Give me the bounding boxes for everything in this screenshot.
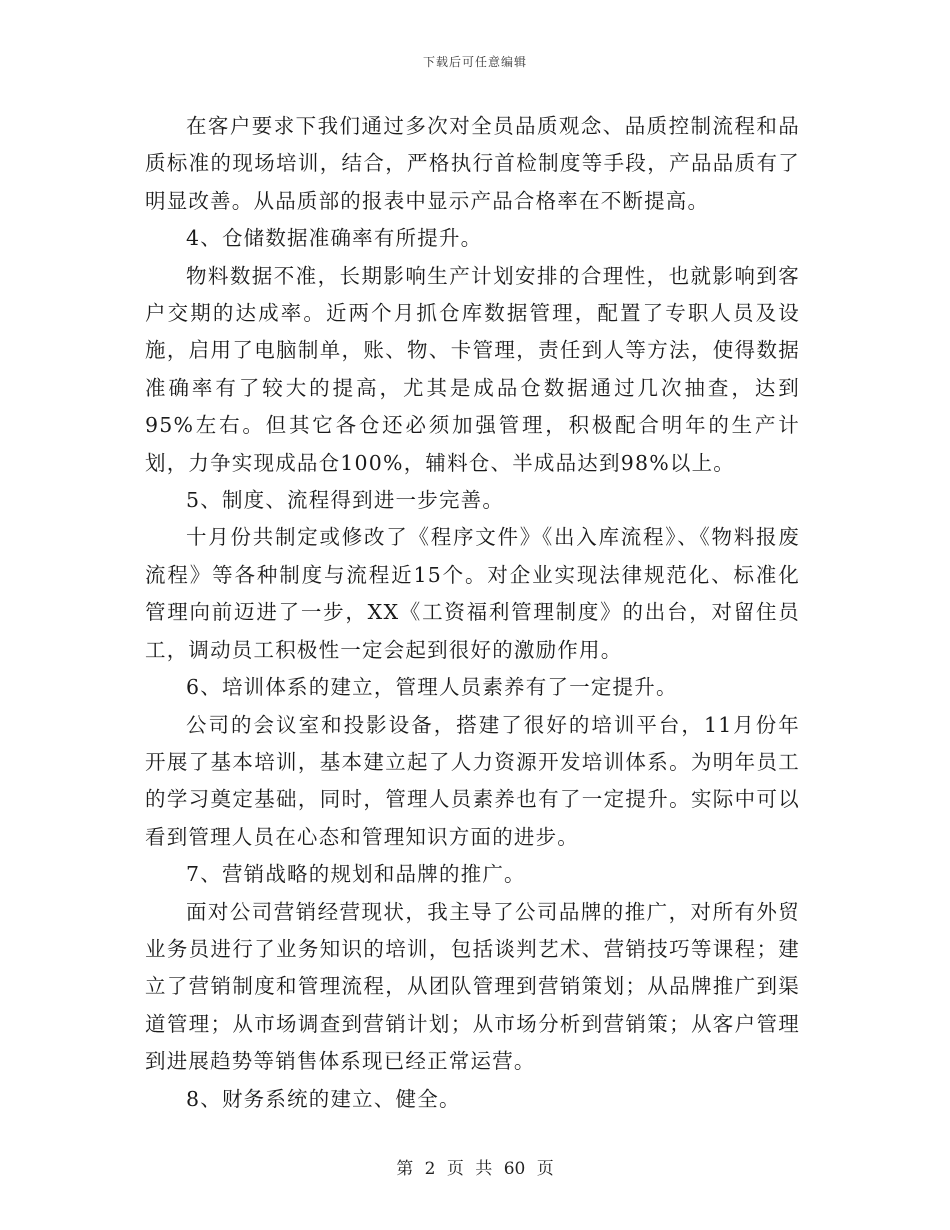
paragraph-training: 公司的会议室和投影设备，搭建了很好的培训平台，11月份年开展了基本培训，基本建立起了人力资源开发培训体系。为明年员工的学习奠定基础，同时，管理人员素养也有了一定提升。实际中可以看到管理人员在心态和管理知识方面的进步。: [145, 712, 800, 849]
paragraph-quality: 在客户要求下我们通过多次对全员品质观念、品质控制流程和品质标准的现场培训，结合，严格执行首检制度等手段，产品品质有了明显改善。从品质部的报表中显示产品合格率在不断提高。: [145, 114, 800, 213]
section-heading-5: 5、制度、流程得到进一步完善。: [186, 488, 505, 513]
paragraph-warehouse: 物料数据不准，长期影响生产计划安排的合理性，也就影响到客户交期的达成率。近两个月抓仓库数据管理，配置了专职人员及设施，启用了电脑制单，账、物、卡管理，责任到人等方法，使得数据准确率有了较大的提高，尤其是成品仓数据通过几次抽查，达到95%左右。但其它各仓还必须加强管理，积极配合明年的生产计划，力争实现成品仓100%，辅料仓、半成品达到98%以上。: [145, 263, 800, 475]
section-heading-7: 7、营销战略的规划和品牌的推广。: [186, 862, 526, 887]
section-heading-6: 6、培训体系的建立，管理人员素养有了一定提升。: [186, 675, 678, 700]
paragraph-marketing: 面对公司营销经营现状，我主导了公司品牌的推广，对所有外贸业务员进行了业务知识的培训，包括谈判艺术、营销技巧等课程；建立了营销制度和管理流程，从团队管理到营销策划；从品牌推广到渠道管理；从市场调查到营销计划；从市场分析到营销策；从客户管理到进展趋势等销售体系现已经正常运营。: [145, 899, 800, 1074]
header-note: 下载后可任意编辑: [422, 55, 527, 69]
paragraph-process: 十月份共制定或修改了《程序文件》《出入库流程》、《物料报废流程》等各种制度与流程近15个。对企业实现法律规范化、标准化管理向前迈进了一步，XX《工资福利管理制度》的出台，对留住员工，调动员工积极性一定会起到很好的激励作用。: [145, 525, 800, 662]
document-body: [145, 108, 800, 1118]
page-number-footer: 第 2 页 共 60 页: [396, 1159, 554, 1179]
section-heading-4: 4、仓储数据准确率有所提升。: [186, 226, 483, 251]
section-heading-8: 8、财务系统的建立、健全。: [186, 1086, 461, 1111]
